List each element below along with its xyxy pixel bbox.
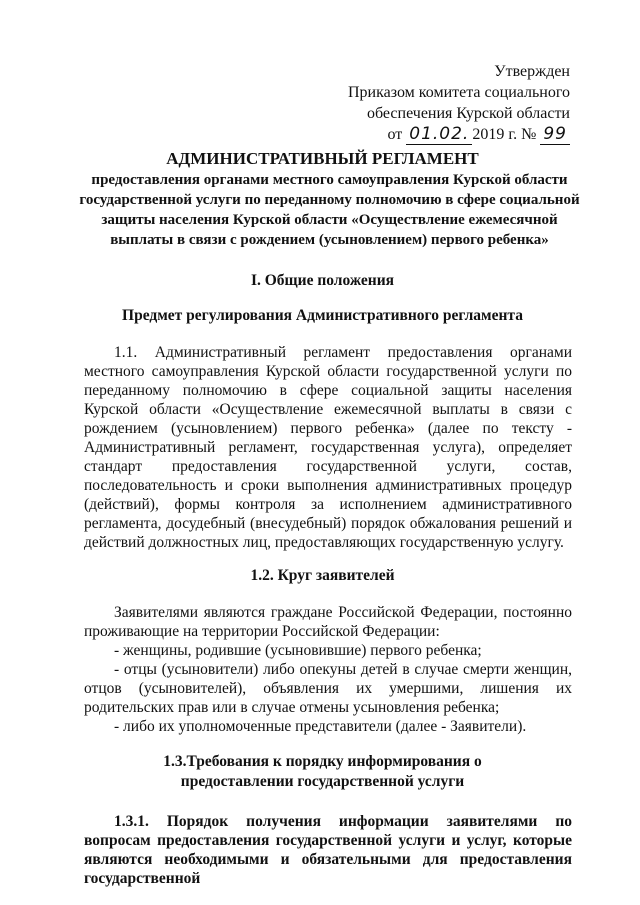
paragraph-1-1: 1.1. Административный регламент предоставления органами местного самоуправления Курской области государственной услуги по переданному полномочию в сфере социальной защиты населения Курской области «Осуществление ежемесячной выплаты в связи с рождением (усыновлением) первого ребенка» (далее по тексту - Административный регламент, государственная услуга), определяет стандарт предоставления государственной услуги, состав, последовательность и сроки выполнения административных процедур (действий), формы контроля за исполнением административного регламента, досудебный (внесудебный) порядок обжалования решений и действий должностных лиц, предоставляющих государственную услугу. <box>84 344 572 551</box>
approval-date-line <box>348 124 570 145</box>
approval-date-handwritten: 01.02. <box>406 124 472 145</box>
document-subtitle: предоставления органами местного самоуправления Курской области государственной услуги по переданному полномочию в сфере социальной защиты населения Курской области «Осуществление ежемесячной выплаты в связи с рождением (усыновлением) первого ребенка» <box>79 172 580 248</box>
section-applicants-heading: 1.2. Круг заявителей <box>250 567 395 584</box>
approval-number-handwritten: 99 <box>540 124 570 145</box>
applicants-item-2: - отцы (усыновители) либо опекуны детей в случае смерти женщин, отцов (усыновителей), объявления их умершими, лишения их родительских прав или в случае отмены усыновления ребенка; <box>84 661 572 716</box>
approval-line-approved: Утвержден <box>494 63 570 80</box>
section-subject-heading: Предмет регулирования Административного регламента <box>122 307 523 324</box>
approval-stamp <box>348 61 570 145</box>
approval-line-order: Приказом комитета социального <box>348 84 570 101</box>
document-title: АДМИНИСТРАТИВНЫЙ РЕГЛАМЕНТ <box>166 149 479 168</box>
applicants-item-3: - либо их уполномоченные представители (далее - Заявители). <box>114 718 527 735</box>
approval-date-prefix: от <box>387 126 403 143</box>
paragraph-1-3-1: 1.3.1. Порядок получения информации заявителями по вопросам предоставления государственной услуги и услуг, которые являются необходимыми и обязательными для предоставления государственной <box>84 813 572 887</box>
applicants-item-1: - женщины, родившие (усыновившие) первого ребенка; <box>114 642 482 659</box>
applicants-intro: Заявителями являются граждане Российской Федерации, постоянно проживающие на территории Российской Федерации: <box>84 604 572 640</box>
section-general-heading: I. Общие положения <box>250 272 395 289</box>
approval-year-suffix: 2019 г. № <box>472 126 537 143</box>
approval-line-committee: обеспечения Курской области <box>366 105 570 122</box>
document-title-block <box>60 148 585 250</box>
section-informing-heading: 1.3.Требования к порядку информирования о предоставлении государственной услуги <box>163 753 482 790</box>
